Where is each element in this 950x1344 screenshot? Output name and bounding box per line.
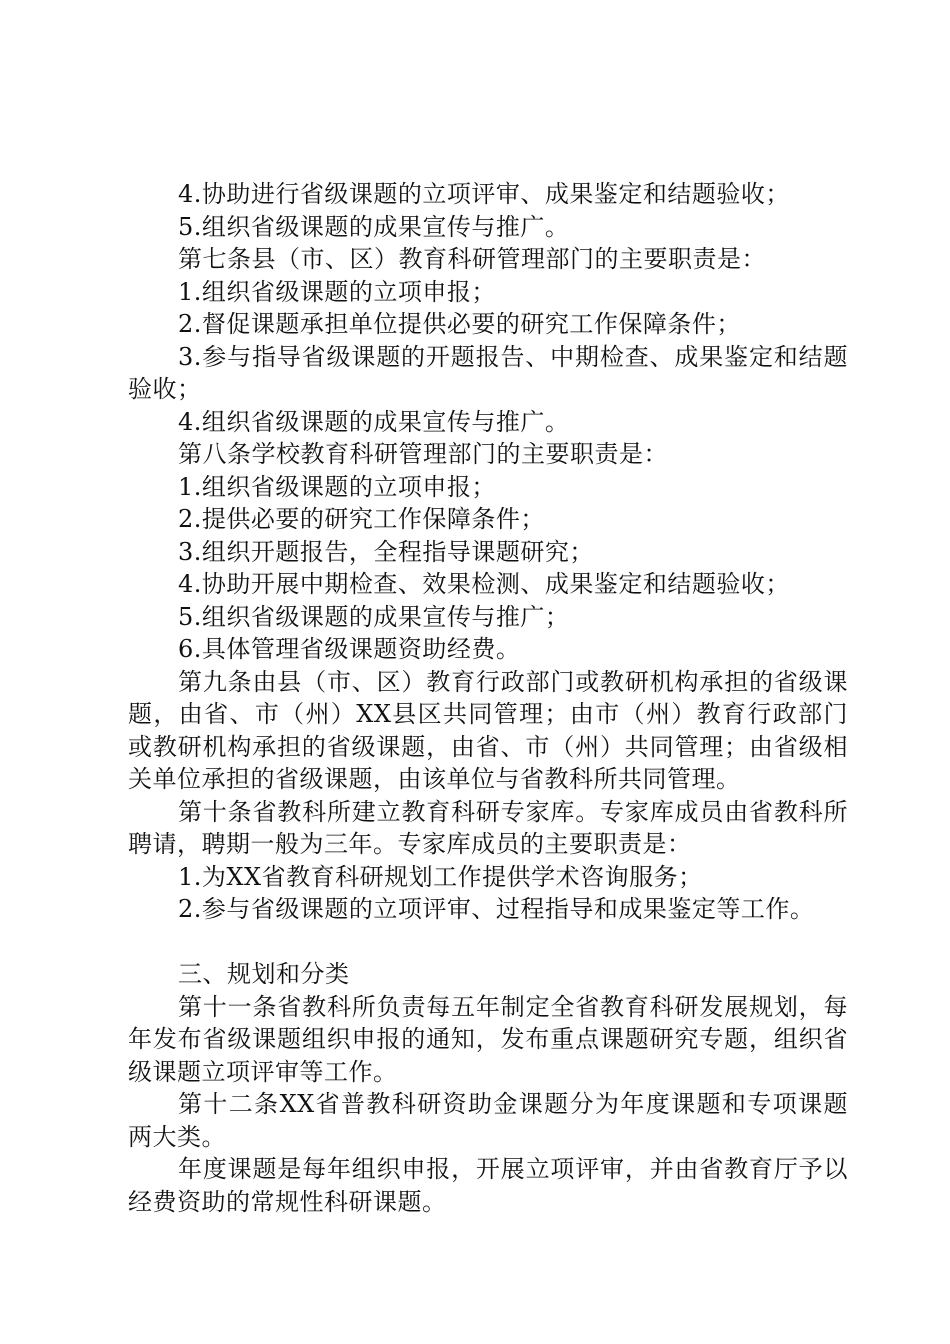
body-paragraph: 年度课题是每年组织申报，开展立项评审，并由省教育厅予以经费资助的常规性科研课题。 bbox=[128, 1155, 848, 1216]
list-item: 1.组织省级课题的立项申报； bbox=[178, 277, 496, 306]
list-item: 5.组织省级课题的成果宣传与推广。 bbox=[178, 212, 570, 241]
list-item: 4.协助开展中期检查、效果检测、成果鉴定和结题验收； bbox=[178, 570, 790, 598]
list-item: 6.具体管理省级课题资助经费。 bbox=[178, 635, 521, 663]
list-item: 1.为XX省教育科研规划工作提供学术咨询服务； bbox=[178, 862, 703, 891]
section-heading: 三、规划和分类 bbox=[178, 960, 350, 988]
article-heading-8: 第八条学校教育科研管理部门的主要职责是： bbox=[178, 440, 668, 468]
list-item: 3.参与指导省级课题的开题报告、中期检查、成果鉴定和结题验收； bbox=[128, 342, 848, 403]
article-9-paragraph: 第九条由县（市、区）教育行政部门或教研机构承担的省级课题，由省、市（州）XX县区共同管理；由市（州）教育行政部门或教研机构承担的省级课题，由省、市（州）共同管理；由省级相关单位承担的省级课题，由该单位与省教科所共同管理。 bbox=[128, 667, 848, 793]
article-11-paragraph: 第十一条省教科所负责每五年制定全省教育科研发展规划，每年发布省级课题组织申报的通知，发布重点课题研究专题，组织省级课题立项评审等工作。 bbox=[128, 992, 848, 1086]
article-10-paragraph: 第十条省教科所建立教育科研专家库。专家库成员由省教科所聘请，聘期一般为三年。专家库成员的主要职责是： bbox=[128, 797, 848, 858]
article-12-paragraph: 第十二条XX省普教科研资助金课题分为年度课题和专项课题两大类。 bbox=[128, 1090, 848, 1151]
list-item: 5.组织省级课题的成果宣传与推广； bbox=[178, 602, 570, 631]
list-item: 2.提供必要的研究工作保障条件； bbox=[178, 505, 545, 533]
list-item: 1.组织省级课题的立项申报； bbox=[178, 472, 496, 501]
document-body bbox=[128, 178, 848, 1218]
section-spacer bbox=[128, 926, 848, 959]
list-item: 2.督促课题承担单位提供必要的研究工作保障条件； bbox=[178, 310, 741, 338]
list-item: 2.参与省级课题的立项评审、过程指导和成果鉴定等工作。 bbox=[178, 895, 815, 923]
list-item: 4.组织省级课题的成果宣传与推广。 bbox=[178, 407, 570, 436]
list-item: 3.组织开题报告，全程指导课题研究； bbox=[178, 537, 594, 566]
list-item: 4.协助进行省级课题的立项评审、成果鉴定和结题验收； bbox=[178, 180, 790, 208]
article-heading-7: 第七条县（市、区）教育科研管理部门的主要职责是： bbox=[178, 245, 766, 273]
